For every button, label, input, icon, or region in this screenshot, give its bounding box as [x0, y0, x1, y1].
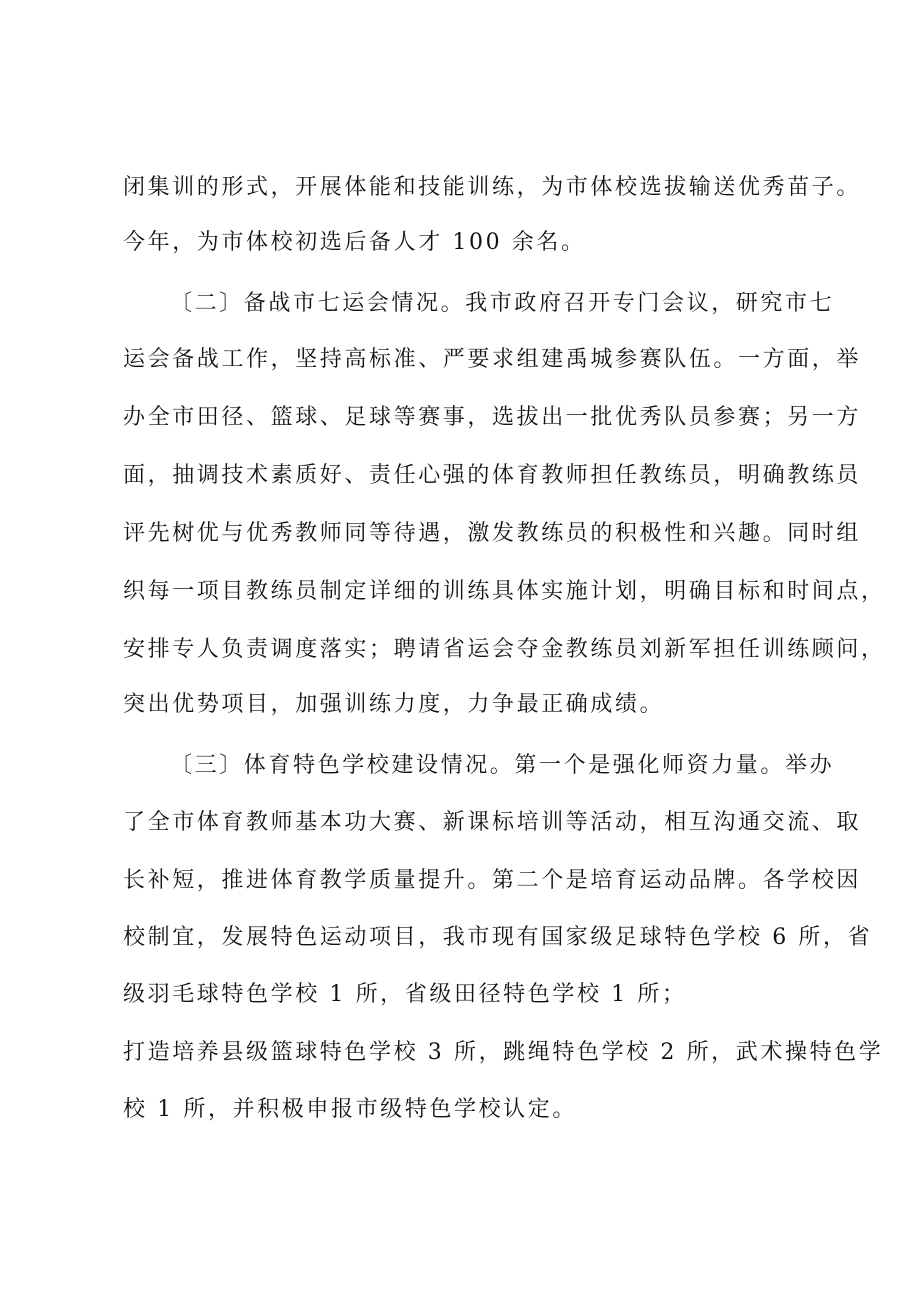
text-line: 突出优势项目，加强训练力度，力争最正确成绩。 — [123, 692, 665, 717]
text-line: 评先树优与优秀教师同等待遇，激发教练员的积极性和兴趣。同时组 — [123, 521, 862, 546]
text-line: 运会备战工作，坚持高标准、严要求组建禹城参赛队伍。一方面，举 — [123, 347, 862, 372]
text-line: 校 1 所，并积极申报市级特色学校认定。 — [123, 1097, 577, 1122]
text-line: 安排专人负责调度落实；聘请省运会夺金教练员刘新军担任训练顾问， — [123, 637, 886, 662]
text-line: 今年，为市体校初选后备人才 100 余名。 — [123, 230, 586, 255]
text-line: 校制宜，发展特色运动项目，我市现有国家级足球特色学校 6 所，省 — [123, 925, 873, 950]
text-line: 办全市田径、篮球、足球等赛事，选拔出一批优秀队员参赛；另一方 — [123, 405, 862, 430]
text-line: 级羽毛球特色学校 1 所，省级田径特色学校 1 所； — [123, 982, 687, 1007]
paragraph-heading-2: 〔二〕备战市七运会情况。我市政府召开专门会议，研究市七 — [170, 291, 835, 316]
text-line: 了全市体育教师基本功大赛、新课标培训等活动，相互沟通交流、取 — [123, 810, 862, 835]
text-line: 打造培养县级篮球特色学校 3 所，跳绳特色学校 2 所，武术操特色学 — [123, 1040, 884, 1065]
text-line: 长补短，推进体育教学质量提升。第二个是培育运动品牌。各学校因 — [123, 868, 862, 893]
text-line: 面，抽调技术素质好、责任心强的体育教师担任教练员，明确教练员 — [123, 463, 862, 488]
paragraph-heading-3: 〔三〕体育特色学校建设情况。第一个是强化师资力量。举办 — [170, 753, 835, 778]
text-line: 织每一项目教练员制定详细的训练具体实施计划，明确目标和时间点， — [123, 579, 886, 604]
text-line: 闭集训的形式，开展体能和技能训练，为市体校选拔输送优秀苗子。 — [123, 175, 862, 200]
